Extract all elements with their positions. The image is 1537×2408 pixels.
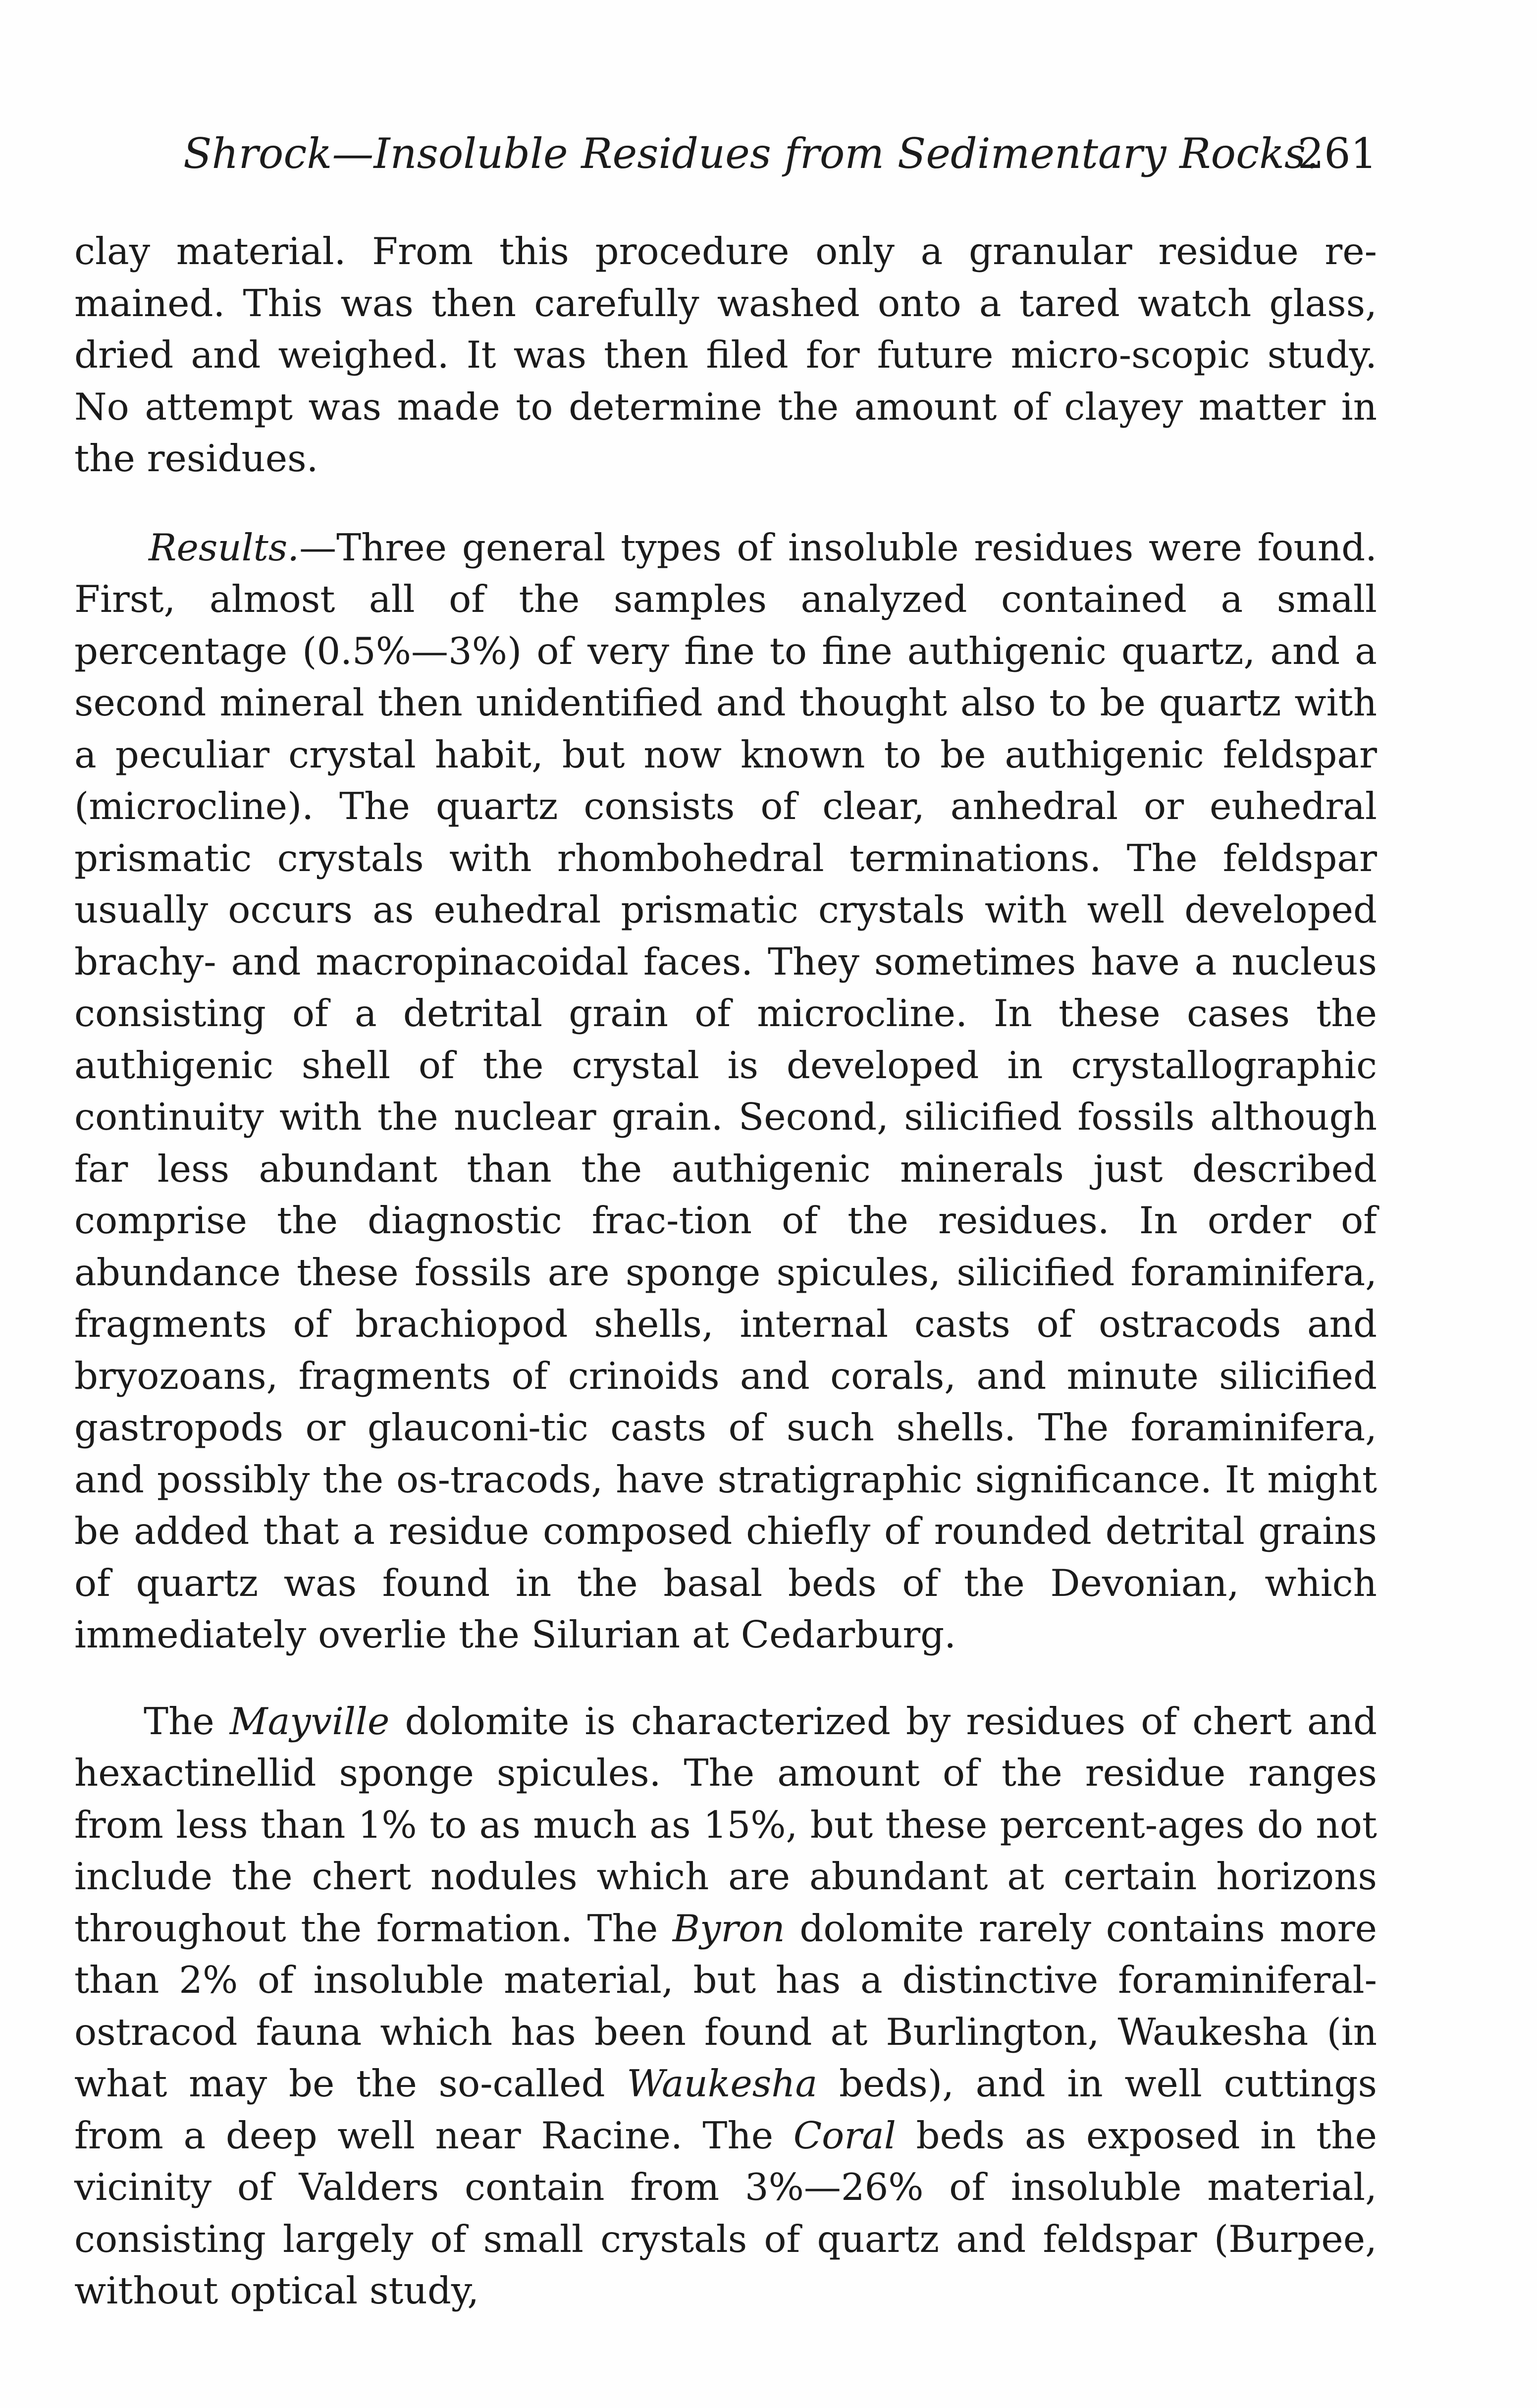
results-heading: Results. [149,525,300,569]
body-text [74,225,1377,2317]
formation-name-mayville: Mayville [229,1699,390,1743]
formation-name-waukesha: Waukesha [627,2062,818,2105]
formations-text-1: The [144,1699,230,1743]
formation-name-coral: Coral [793,2113,896,2157]
page-number: 261 [1297,129,1377,178]
paragraph-results [74,522,1377,1661]
paragraph-formations [74,1696,1377,2317]
formation-name-byron: Byron [672,1906,785,1950]
running-title: Shrock—Insoluble Residues from Sedimentary Rocks. [183,129,1319,178]
formations-text-3: dolomite rarely contains more than 2% of insoluble material, but has a distinctive foraminiferal-ostracod fauna which has been found at Burlington, Waukesha (in what may be the so-called [74,1906,1377,2105]
formations-text-2: dolomite is characterized by residues of chert and hexactinellid sponge spicules. The amount of the residue ranges from less than 1% to as much as 15%, but these percent-ages do not include the chert nodules which are abundant at certain horizons throughout the formation. The [74,1699,1377,1950]
paragraph-procedure: clay material. From this procedure only a granular residue re-mained. This was then carefully washed onto a tared watch glass, dried and weighed. It was then filed for future micro-scopic study. No attempt was made to determine the amount of clayey matter in the residues. [74,229,1377,480]
running-head [183,124,1377,183]
results-text: —Three general types of insoluble residues were found. First, almost all of the samples analyzed contained a small percentage (0.5%—3%) of very fine to fine authigenic quartz, and a second mineral then unidentified and thought also to be quartz with a peculiar crystal habit, but now known to be authigenic feldspar (microcline). The quartz consists of clear, anhedral or euhedral prismatic crystals with rhombohedral terminations. The feldspar usually occurs as euhedral prismatic crystals with well developed brachy- and macropinacoidal faces. They sometimes have a nucleus consisting of a detrital grain of microcline. In these cases the authigenic shell of the crystal is developed in crystallographic continuity with the nuclear grain. Second, silicified fossils although far less abundant than the authigenic minerals just described comprise the diagnostic frac-tion of the residues. In order of abundance these fossils are sponge spicules, silicified foraminifera, fragments of brachiopod shells, internal casts of ostracods and bryozoans, fragments of crinoids and corals, and minute silicified gastropods or glauconi-tic casts of such shells. The foraminifera, and possibly the os-tracods, have stratigraphic significance. It might be added that a residue composed chiefly of rounded detrital grains of quartz was found in the basal beds of the Devonian, which immediately overlie the Silurian at Cedarburg. [74,525,1377,1656]
formations-text-5: beds as exposed in the vicinity of Valders contain from 3%—26% of insoluble material, consisting largely of small crystals of quartz and feldspar (Burpee, without optical study, [74,2113,1377,2312]
formations-text-4: beds), and in well cuttings from a deep well near Racine. The [74,2062,1377,2157]
